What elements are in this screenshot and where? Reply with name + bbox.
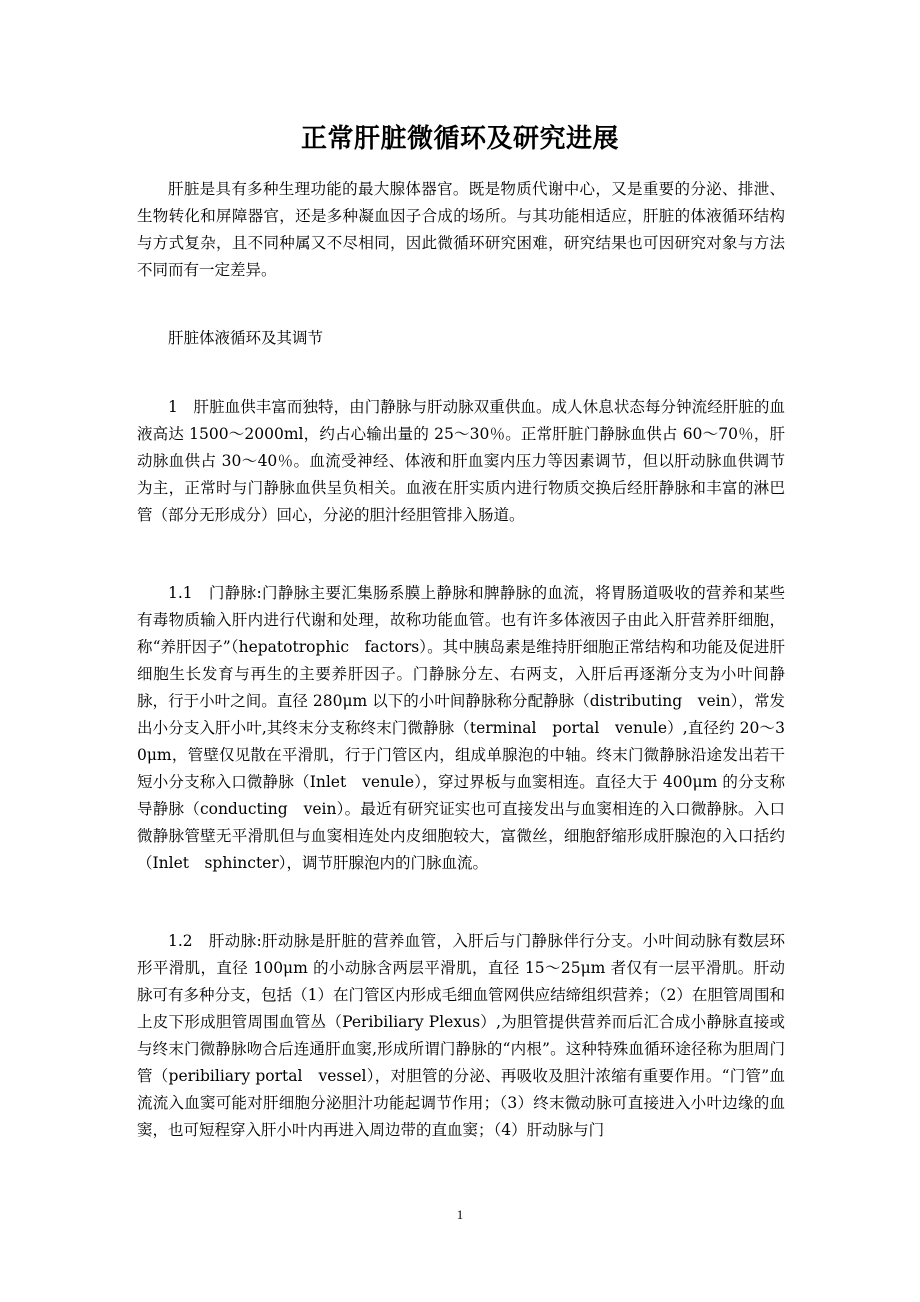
document-body	[137, 176, 785, 1144]
section-heading: 肝脏体液循环及其调节	[168, 329, 324, 347]
page-number: 1	[456, 1207, 464, 1222]
paragraph-1: 1 肝脏血供丰富而独特，由门静脉与肝动脉双重供血。成人休息状态每分钟流经肝脏的血液高达 1500～2000ml，约占心输出量的 25～30％。正常肝脏门静脉血供占 60～70％，肝动脉血供占 30～40％。血流受神经、体液和肝血窦内压力等因素调节，但以肝动脉血供调节为主，正常时与门静脉血供呈负相关。血液在肝实质内进行物质交换后经肝静脉和丰富的淋巴管（部分无形成分）回心，分泌的胆汁经胆管排入肠道。	[137, 398, 785, 524]
document-title: 正常肝脏微循环及研究进展	[300, 124, 619, 154]
paragraph-1-1-portal-vein: 1.1 门静脉:门静脉主要汇集肠系膜上静脉和脾静脉的血流，将胃肠道吸收的营养和某些有毒物质输入肝内进行代谢和处理，故称功能血管。也有许多体液因子由此入肝营养肝细胞，称“养肝因子”（hepatotrophic factors）。其中胰岛素是维持肝细胞正常结构和功能及促进肝细胞生长发育与再生的主要养肝因子。门静脉分左、右两支，入肝后再逐渐分支为小叶间静脉，行于小叶之间。直径 280μm 以下的小叶间静脉称分配静脉（distributing vein），常发出小分支入肝小叶,其终末分支称终末门微静脉（terminal portal venule）,直径约 20～30μm，管壁仅见散在平滑肌，行于门管区内，组成单腺泡的中轴。终末门微静脉沿途发出若干短小分支称入口微静脉（Inlet venule），穿过界板与血窦相连。直径大于 400μm 的分支称导静脉（conducting vein）。最近有研究证实也可直接发出与血窦相连的入口微静脉。入口微静脉管壁无平滑肌但与血窦相连处内皮细胞较大，富微丝，细胞舒缩形成肝腺泡的入口括约（Inlet sphincter），调节肝腺泡内的门脉血流。	[137, 584, 785, 872]
paragraph-1-2-hepatic-artery: 1.2 肝动脉:肝动脉是肝脏的营养血管，入肝后与门静脉伴行分支。小叶间动脉有数层环形平滑肌，直径 100μm 的小动脉含两层平滑肌，直径 15～25μm 者仅有一层平滑肌。肝动脉可有多种分支，包括（1）在门管区内形成毛细血管网供应结缔组织营养；（2）在胆管周围和上皮下形成胆管周围血管丛（Peribiliary Plexus）,为胆管提供营养而后汇合成小静脉直接或与终末门微静脉吻合后连通肝血窦,形成所谓门静脉的“内根”。这种特殊血循环途径称为胆周门管（peribiliary portal vessel），对胆管的分泌、再吸收及胆汁浓缩有重要作用。“门管”血流流入血窦可能对肝细胞分泌胆汁功能起调节作用；（3）终末微动脉可直接进入小叶边缘的血窦，也可短程穿入肝小叶内再进入周边带的直血窦；（4）肝动脉与门	[137, 932, 785, 1139]
intro-paragraph: 肝脏是具有多种生理功能的最大腺体器官。既是物质代谢中心，又是重要的分泌、排泄、生物转化和屏障器官，还是多种凝血因子合成的场所。与其功能相适应，肝脏的体液循环结构与方式复杂，且不同种属又不尽相同，因此微循环研究困难，研究结果也可因研究对象与方法不同而有一定差异。	[137, 180, 785, 279]
